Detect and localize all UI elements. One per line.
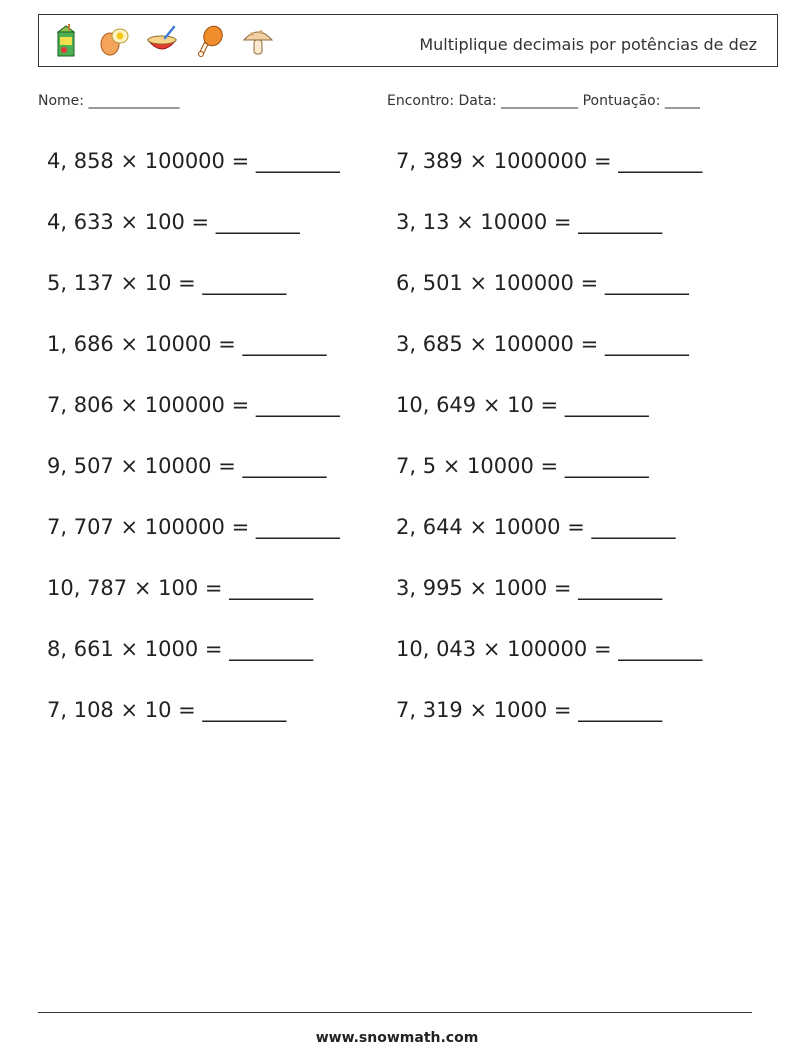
problem-right-4: 3, 685 × 100000 = ________: [396, 332, 689, 356]
chicken-leg-icon: [193, 24, 227, 58]
problem-right-1: 7, 389 × 1000000 = ________: [396, 149, 703, 173]
cereal-bowl-icon: [145, 24, 179, 58]
problem-left-6: 9, 507 × 10000 = ________: [47, 454, 327, 478]
problem-left-7: 7, 707 × 100000 = ________: [47, 515, 340, 539]
problem-left-2: 4, 633 × 100 = ________: [47, 210, 300, 234]
problem-right-10: 7, 319 × 1000 = ________: [396, 698, 663, 722]
problem-right-6: 7, 5 × 10000 = ________: [396, 454, 649, 478]
problem-left-5: 7, 806 × 100000 = ________: [47, 393, 340, 417]
problem-left-3: 5, 137 × 10 = ________: [47, 271, 287, 295]
problem-left-1: 4, 858 × 100000 = ________: [47, 149, 340, 173]
problem-right-2: 3, 13 × 10000 = ________: [396, 210, 663, 234]
name-field: Nome: _____________: [38, 93, 180, 109]
juice-box-icon: [49, 24, 83, 58]
problem-right-5: 10, 649 × 10 = ________: [396, 393, 649, 417]
mushroom-icon: [241, 24, 275, 58]
problem-left-4: 1, 686 × 10000 = ________: [47, 332, 327, 356]
worksheet-header: [38, 14, 778, 67]
problem-left-10: 7, 108 × 10 = ________: [47, 698, 287, 722]
date-score-field: Encontro: Data: ___________ Pontuação: _____: [387, 93, 700, 109]
footer-url: www.snowmath.com: [315, 1030, 479, 1046]
problem-right-3: 6, 501 × 100000 = ________: [396, 271, 689, 295]
footer-divider: [38, 1012, 752, 1013]
problem-right-7: 2, 644 × 10000 = ________: [396, 515, 676, 539]
eggs-icon: [97, 24, 131, 58]
problem-left-9: 8, 661 × 1000 = ________: [47, 637, 314, 661]
header-icons: [49, 23, 275, 59]
problem-right-9: 10, 043 × 100000 = ________: [396, 637, 703, 661]
problem-left-8: 10, 787 × 100 = ________: [47, 576, 314, 600]
worksheet-title: Multiplique decimais por potências de dez: [419, 35, 757, 54]
problem-right-8: 3, 995 × 1000 = ________: [396, 576, 663, 600]
